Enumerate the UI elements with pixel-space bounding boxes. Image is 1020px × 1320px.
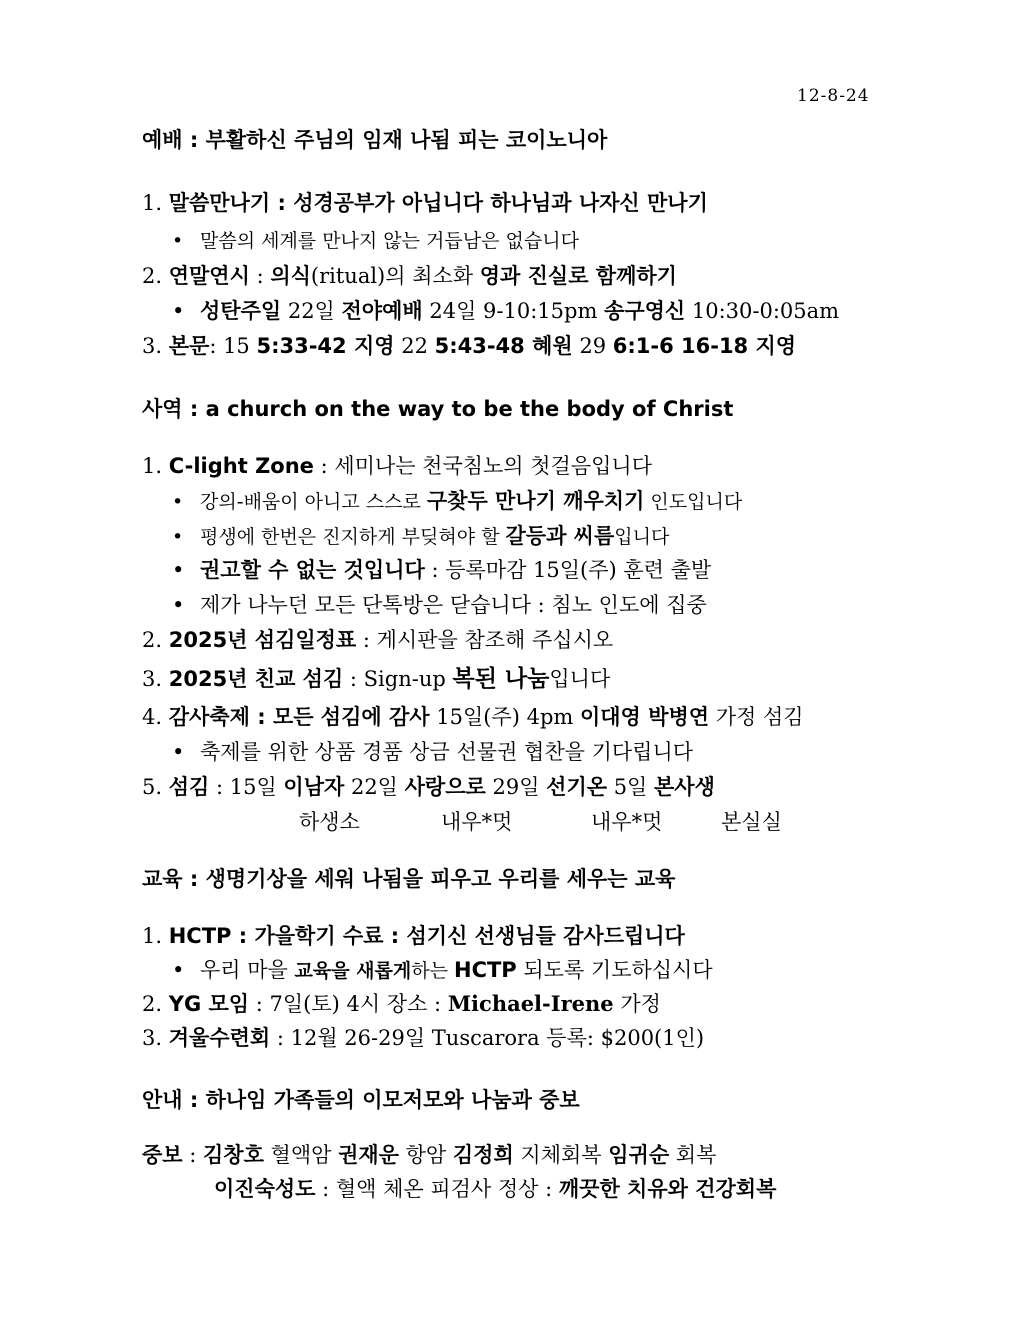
worship-item-2-bullet xyxy=(172,297,839,325)
item-title: 겨울수련회 xyxy=(168,1026,271,1050)
bullet-icon: • xyxy=(172,558,185,582)
ministry-item-1-bullet-4 xyxy=(172,591,707,619)
prayer-line-2 xyxy=(214,1175,776,1203)
item-text: Michael-Irene xyxy=(447,991,614,1016)
item-text: 22 xyxy=(394,334,435,358)
bullet-icon: • xyxy=(172,593,185,617)
worship-item-1 xyxy=(142,189,708,217)
bullet-icon: • xyxy=(172,740,185,764)
item-text: 영과 진실로 함께하기 xyxy=(479,264,677,288)
ministry-item-1-bullet-2 xyxy=(172,522,669,551)
item-text: 29일 xyxy=(485,775,547,799)
item-text: 입니다 xyxy=(549,667,611,691)
item-text: : 성경공부가 아닙니다 하나님과 나자신 만나기 xyxy=(270,191,708,215)
item-text: : 세미나는 천국침노의 첫걸음입니다 xyxy=(313,454,652,478)
item-number: 3. xyxy=(142,334,163,358)
education-heading: 교육 : 생명기상을 세워 나됨을 피우고 우리를 세우는 교육 xyxy=(142,867,676,891)
item-text: 가정 xyxy=(613,992,661,1016)
item-number: 2. xyxy=(142,628,163,652)
item-number: 4. xyxy=(142,705,163,729)
bullet-text: 전야예배 xyxy=(341,299,423,323)
ministry-item-5-sub-1: 하생소 xyxy=(299,810,360,834)
prayer-text: 회복 xyxy=(669,1143,717,1167)
bullet-text: 말씀의 세계를 만나지 않는 거듭남은 없습니다 xyxy=(200,230,579,252)
item-text: : 12월 26-29일 Tuscarora 등록: $200(1인) xyxy=(270,1026,705,1050)
bullet-text: : 등록마감 15일(주) 훈련 출발 xyxy=(424,558,712,582)
notice-heading: 안내 : 하나임 가족들의 이모저모와 나눔과 중보 xyxy=(142,1088,580,1112)
item-number: 2. xyxy=(142,264,163,288)
bullet-text: 교육을 새롭게 xyxy=(294,960,412,982)
ministry-item-1-bullet-3 xyxy=(172,556,711,584)
bullet-text: 22일 xyxy=(281,299,342,323)
item-text: 22일 xyxy=(344,775,405,799)
ministry-item-1 xyxy=(142,452,652,480)
ministry-item-5-sub-3: 내우*멋 xyxy=(591,810,663,834)
item-text: 복된 나눔 xyxy=(452,666,550,692)
prayer-name: 권재운 xyxy=(338,1143,399,1167)
prayer-text: 지체회복 xyxy=(513,1143,609,1167)
education-item-1-bullet xyxy=(172,956,713,985)
item-number: 1. xyxy=(142,191,163,215)
document-date: 12-8-24 xyxy=(797,86,870,106)
prayer-text: 깨끗한 치유와 건강회복 xyxy=(558,1177,777,1201)
item-text: : 모든 섬김에 감사 xyxy=(249,705,430,729)
item-text: 이대영 박병연 xyxy=(579,705,710,729)
item-title: HCTP xyxy=(168,924,232,948)
item-title: 감사축제 xyxy=(168,705,250,729)
item-text: 6:1-6 16-18 지영 xyxy=(612,334,797,358)
bullet-icon: • xyxy=(172,958,185,982)
bullet-text: HCTP xyxy=(454,958,517,982)
bullet-text: 갈등과 씨름 xyxy=(505,524,615,548)
ministry-item-4-bullet xyxy=(172,738,693,766)
bullet-text: 10:30-0:05am xyxy=(685,299,840,323)
item-number: 1. xyxy=(142,454,163,478)
bullet-text: 입니다 xyxy=(614,526,670,548)
worship-item-2 xyxy=(142,262,677,290)
item-number: 3. xyxy=(142,1026,163,1050)
bullet-text: 하는 xyxy=(411,960,454,982)
bullet-text: 성탄주일 xyxy=(200,299,282,323)
item-text: 본사생 xyxy=(654,775,715,799)
item-title: 본문 xyxy=(168,334,210,358)
ministry-item-5-sub-4: 본실실 xyxy=(721,810,782,834)
bullet-text: 송구영신 xyxy=(604,299,686,323)
prayer-name: 이진숙성도 xyxy=(214,1177,316,1201)
bullet-text: 권고할 수 없는 것입니다 xyxy=(200,558,425,582)
item-text: : 게시판을 참조해 주십시오 xyxy=(356,628,614,652)
item-text: 5일 xyxy=(607,775,655,799)
item-text: : 7일(토) 4시 장소 : xyxy=(249,992,448,1016)
bullet-text: 되도록 기도하십시다 xyxy=(516,958,713,982)
item-number: 3. xyxy=(142,667,163,691)
education-item-1 xyxy=(142,922,685,950)
prayer-text: 혈액암 xyxy=(263,1143,339,1167)
item-text: 5:43-48 혜원 xyxy=(434,334,573,358)
prayer-name: 김정희 xyxy=(452,1143,514,1167)
bullet-icon: • xyxy=(172,526,184,548)
item-number: 5. xyxy=(142,775,163,799)
item-text: : xyxy=(249,264,271,288)
item-title: YG 모임 xyxy=(168,992,250,1016)
bullet-text: 제가 나누던 모든 단톡방은 닫습니다 : 침노 인도에 집중 xyxy=(200,593,707,617)
item-text: 이남자 xyxy=(283,775,345,799)
ministry-item-1-bullet-1 xyxy=(172,487,742,516)
item-text: 5:33-42 지영 xyxy=(256,334,395,358)
bullet-text: 축제를 위한 상품 경품 상금 선물권 협찬을 기다립니다 xyxy=(200,740,694,764)
item-title: 연말연시 xyxy=(168,264,250,288)
item-text: : Sign-up xyxy=(343,667,453,691)
item-text: 29 xyxy=(572,334,613,358)
bullet-icon: • xyxy=(172,491,184,513)
item-text: : 가을학기 수료 : 섬기신 선생님들 감사드립니다 xyxy=(231,924,685,948)
prayer-name: 임귀순 xyxy=(608,1143,670,1167)
bullet-icon: • xyxy=(172,299,185,323)
prayer-name: 김창호 xyxy=(203,1143,264,1167)
item-text: : 15일 xyxy=(209,775,284,799)
prayer-line-1 xyxy=(142,1141,716,1169)
bullet-text: 24일 9-10:15pm xyxy=(422,299,605,323)
education-item-2 xyxy=(142,990,661,1018)
ministry-heading: 사역 : a church on the way to be the body of Christ xyxy=(142,397,734,421)
worship-item-3 xyxy=(142,332,796,360)
item-text: 선기온 xyxy=(546,775,608,799)
item-text: 15일(주) 4pm xyxy=(429,705,580,729)
bullet-text: 평생에 한번은 진지하게 부딪혀야 할 xyxy=(200,526,506,548)
item-title: 2025년 섬김일정표 xyxy=(168,628,357,652)
item-number: 1. xyxy=(142,924,163,948)
item-text: 의식 xyxy=(270,264,311,288)
item-text: 사랑으로 xyxy=(404,775,486,799)
ministry-item-2 xyxy=(142,626,613,654)
item-title: C-light Zone xyxy=(168,454,314,478)
item-text: 가정 섬김 xyxy=(709,705,804,729)
prayer-text: : xyxy=(182,1143,204,1167)
item-number: 2. xyxy=(142,992,163,1016)
prayer-text: 항암 xyxy=(398,1143,453,1167)
prayer-label: 중보 xyxy=(142,1143,183,1167)
item-text: : 15 xyxy=(209,334,257,358)
worship-item-1-bullet xyxy=(172,227,579,255)
ministry-item-3 xyxy=(142,665,610,693)
bullet-text: 인도입니다 xyxy=(644,491,743,513)
bullet-icon: • xyxy=(172,230,184,252)
education-item-3 xyxy=(142,1024,704,1052)
ministry-item-5-sub-2: 내우*멋 xyxy=(441,810,513,834)
bullet-text: 강의-배움이 아니고 스스로 xyxy=(200,491,427,513)
item-title: 2025년 친교 섬김 xyxy=(168,667,344,691)
item-title: 말씀만나기 xyxy=(168,191,271,215)
item-title: 섬김 xyxy=(168,775,210,799)
worship-heading: 예배 : 부활하신 주님의 임재 나됨 피는 코이노니아 xyxy=(142,128,608,152)
bullet-text: 구찾두 만나기 깨우치기 xyxy=(426,489,645,513)
bullet-text: 우리 마을 xyxy=(200,958,295,982)
item-text: (ritual)의 최소화 xyxy=(310,264,480,288)
prayer-text: : 혈액 체온 피검사 정상 : xyxy=(315,1177,559,1201)
ministry-item-4 xyxy=(142,703,804,731)
ministry-item-5 xyxy=(142,773,715,801)
